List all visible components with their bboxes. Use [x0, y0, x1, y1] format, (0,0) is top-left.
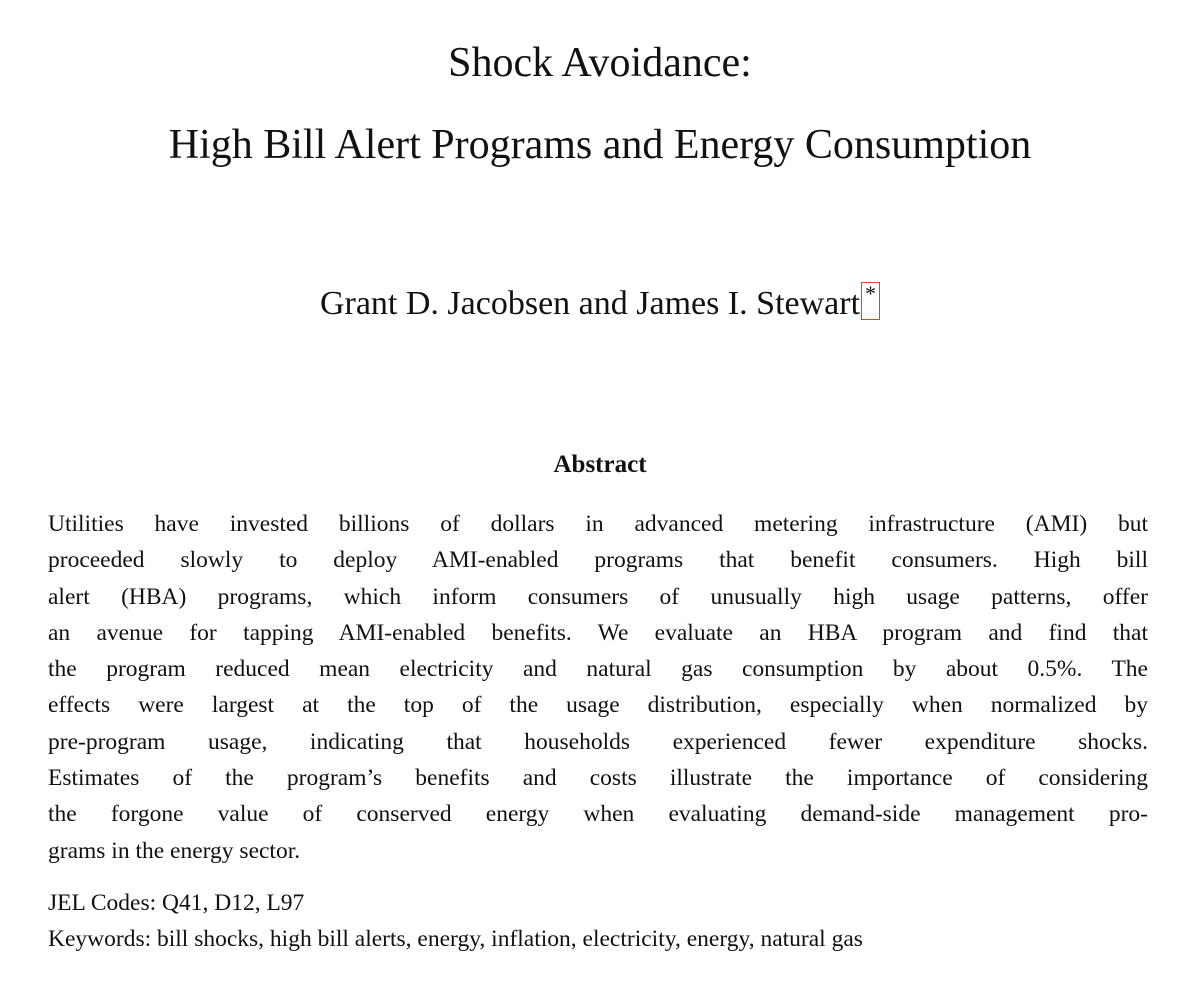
abstract-line: effects were largest at the top of the usage distribution, especially when normalized by: [48, 692, 1148, 719]
abstract-heading: Abstract: [553, 451, 647, 478]
abstract-line: grams in the energy sector.: [48, 837, 301, 864]
abstract-body: [48, 506, 1148, 869]
abstract-line: Utilities have invested billions of dollars in advanced metering infrastructure (AMI) but: [48, 511, 1148, 537]
paper-title-line-2: High Bill Alert Programs and Energy Consumption: [168, 122, 1032, 168]
author-footnote-link[interactable]: *: [861, 282, 880, 320]
abstract-line: the program reduced mean electricity and natural gas consumption by about 0.5%. The: [48, 656, 1148, 683]
jel-codes: JEL Codes: Q41, D12, L97: [48, 890, 305, 916]
abstract-line: pre-program usage, indicating that households experienced fewer expenditure shocks.: [48, 728, 1148, 755]
abstract-line: alert (HBA) programs, which inform consumers of unusually high usage patterns, offer: [48, 583, 1148, 610]
abstract-line: proceeded slowly to deploy AMI-enabled programs that benefit consumers. High bill: [48, 547, 1148, 574]
author-names: Grant D. Jacobsen and James I. Stewart: [319, 285, 861, 322]
abstract-line: an avenue for tapping AMI-enabled benefits. We evaluate an HBA program and find that: [48, 619, 1148, 646]
author-line: [0, 282, 1200, 326]
abstract-line: the forgone value of conserved energy when evaluating demand-side management pro-: [48, 801, 1148, 828]
keywords: Keywords: bill shocks, high bill alerts, energy, inflation, electricity, energy, natural gas: [48, 926, 863, 952]
abstract-line: Estimates of the program’s benefits and costs illustrate the importance of considering: [48, 765, 1148, 792]
paper-title-line-1: Shock Avoidance:: [448, 40, 752, 86]
